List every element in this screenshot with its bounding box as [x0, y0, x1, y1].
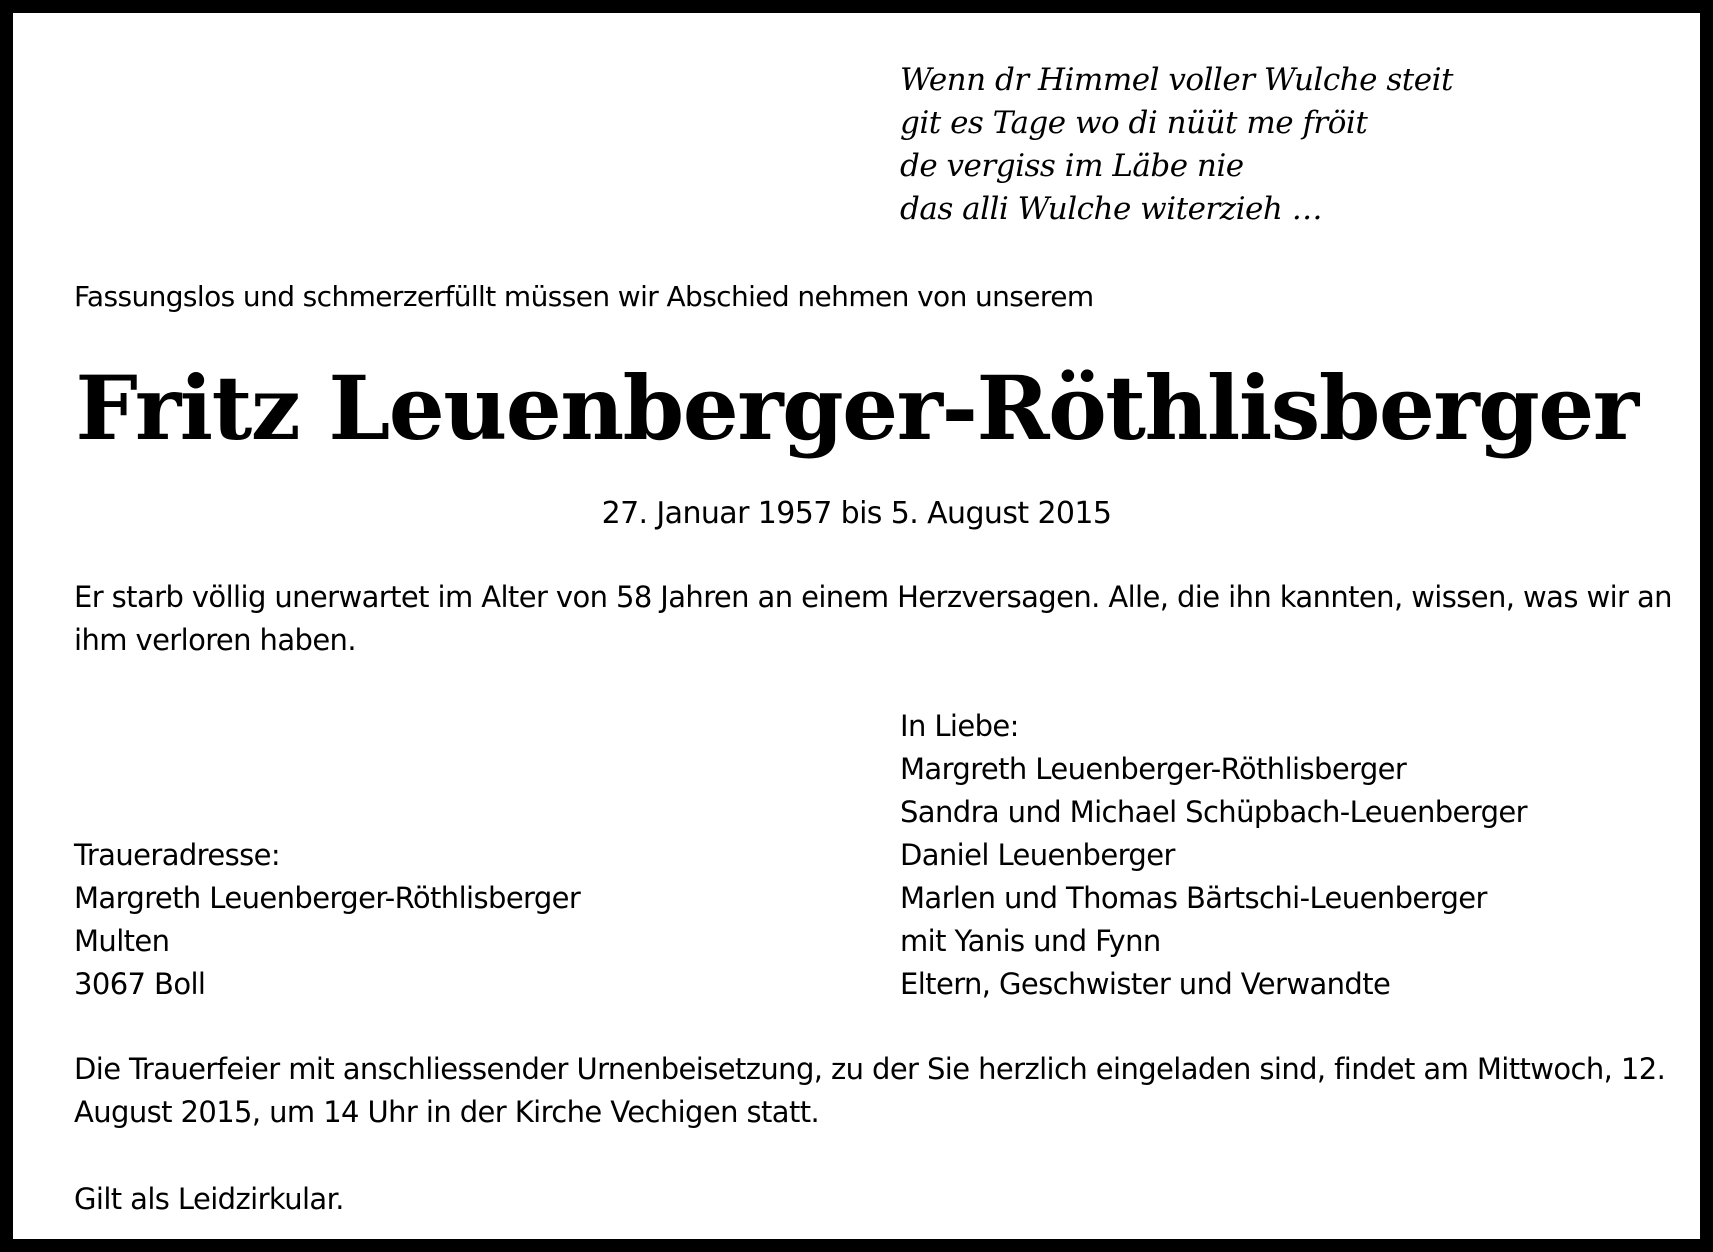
address-line: Multen [74, 924, 170, 958]
death-paragraph: Er starb völlig unerwartet im Alter von 58 Jahren an einem Herzversagen. Alle, die ihn kannten, wissen, was wir an ihm verloren haben. [74, 580, 1672, 657]
life-dates: 27. Januar 1957 bis 5. August 2015 [601, 496, 1112, 531]
family-member: Marlen und Thomas Bärtschi-Leuenberger [900, 881, 1487, 915]
ceremony-paragraph: Die Trauerfeier mit anschliessender Urnenbeisetzung, zu der Sie herzlich eingeladen sind, findet am Mittwoch, 12. August 2015, um 14 Uhr in der Kirche Vechigen statt. [74, 1052, 1666, 1129]
family-member: Eltern, Geschwister und Verwandte [900, 967, 1391, 1001]
poem-line: Wenn dr Himmel voller Wulche steit [900, 62, 1453, 98]
poem-line: git es Tage wo di nüüt me fröit [900, 105, 1368, 141]
deceased-name: Fritz Leuenberger-Röthlisberger [75, 356, 1638, 460]
family-member: Daniel Leuenberger [900, 838, 1175, 872]
family-heading: In Liebe: [900, 709, 1019, 743]
mourning-address [74, 834, 580, 1006]
family-member: Margreth Leuenberger-Röthlisberger [900, 752, 1407, 786]
intro-text: Fassungslos und schmerzerfüllt müssen wir Abschied nehmen von unserem [74, 280, 1094, 313]
poem [900, 59, 1453, 231]
poem-line: das alli Wulche witerzieh … [900, 191, 1323, 227]
address-heading: Traueradresse: [74, 838, 281, 872]
address-line: 3067 Boll [74, 967, 206, 1001]
address-line: Margreth Leuenberger-Röthlisberger [74, 881, 581, 915]
closing-note: Gilt als Leidzirkular. [74, 1182, 344, 1216]
family-member: mit Yanis und Fynn [900, 924, 1161, 958]
poem-line: de vergiss im Läbe nie [900, 148, 1244, 184]
family-member: Sandra und Michael Schüpbach-Leuenberger [900, 795, 1527, 829]
family-list [900, 705, 1527, 1006]
